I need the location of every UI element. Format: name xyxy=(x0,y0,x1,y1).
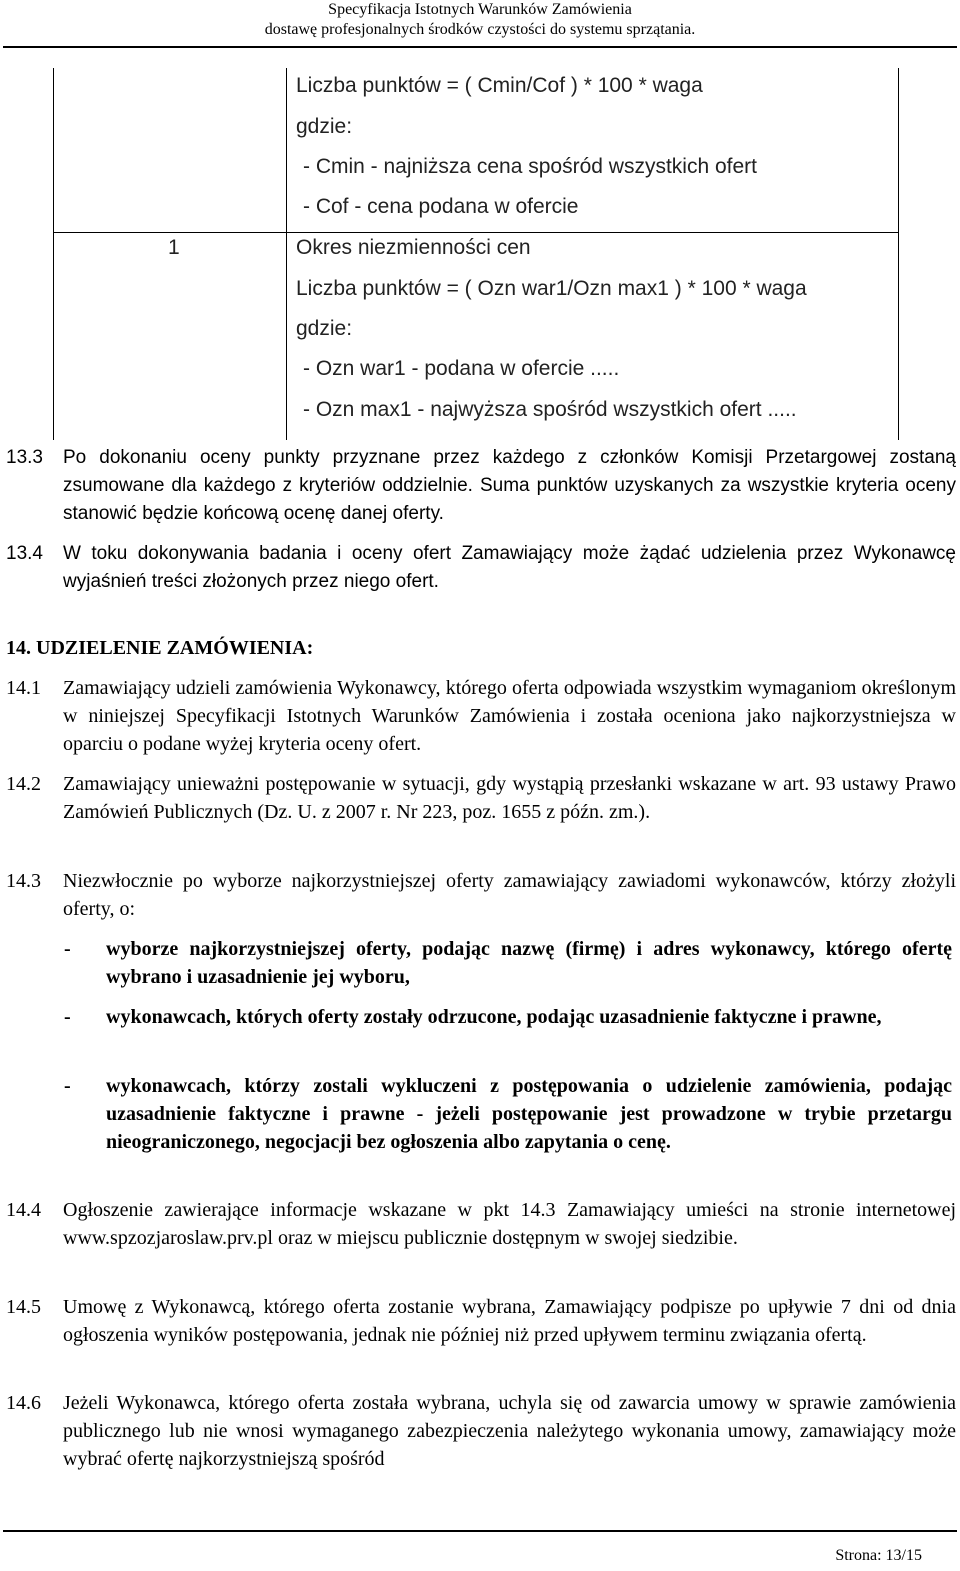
list-item xyxy=(64,1072,952,1156)
bullet-text: wykonawcach, których oferty zostały odrzucone, podając uzasadnienie faktyczne i prawne, xyxy=(106,1006,882,1028)
list-item xyxy=(64,935,952,991)
section-14-1 xyxy=(6,674,956,758)
gdzie-label-2: gdzie: xyxy=(296,317,353,340)
section-number: 14.2 xyxy=(6,773,41,795)
page-header xyxy=(0,0,960,40)
section-text: Jeżeli Wykonawca, którego oferta została wybrana, uchyla się od zawarcia umowy w sprawie zamówienia publicznego lub nie wnosi wymaganego zabezpieczenia należytego wykonania umowy, zamawiający może wybrać ofertę najkorzystniejszą spośród xyxy=(63,1392,956,1470)
bullet-text: wykonawcach, którzy zostali wykluczeni z postępowania o udzielenie zamówienia, podając uzasadnienie faktyczne i prawne - jeżeli postępowanie jest prowadzone w trybie przetargu nieograniczonego, negocjacji bez ogłoszenia albo zapytania o cenę. xyxy=(106,1075,952,1153)
section-number: 14.3 xyxy=(6,870,41,892)
cof-definition: - Cof - cena podana w ofercie xyxy=(303,195,579,218)
section-14-5 xyxy=(6,1293,956,1349)
bullet-text: wyborze najkorzystniejszej oferty, podając nazwę (firmę) i adres wykonawcy, którego ofertę wybrano i uzasadnienie jej wyboru, xyxy=(106,938,952,988)
section-13-4 xyxy=(6,540,956,596)
section-text: Po dokonaniu oceny punkty przyznane przez każdego z członków Komisji Przetargowej zostaną zsumowane dla każdego z kryteriów oddzielnie. Suma punktów uzyskanych za wszystkie kryteria oceny stanowić będzie końcową ocenę danej oferty. xyxy=(63,447,956,524)
table-row-divider xyxy=(54,232,898,233)
cmin-definition: - Cmin - najniższa cena spośród wszystkich ofert xyxy=(303,155,757,178)
bullet-dash: - xyxy=(64,938,71,960)
section-14-6 xyxy=(6,1389,956,1473)
criterion-number: 1 xyxy=(168,236,180,259)
table-column-divider xyxy=(286,68,287,440)
section-text: Umowę z Wykonawcą, którego oferta zostanie wybrana, Zamawiający podpisze po upływie 7 dni od dnia ogłoszenia wyników postępowania, jednak nie później niż przed upływem terminu związania ofertą. xyxy=(63,1296,956,1346)
section-number: 14.4 xyxy=(6,1199,41,1221)
section-14-4 xyxy=(6,1196,956,1252)
header-subtitle: dostawę profesjonalnych środków czystości do systemu sprzątania. xyxy=(264,21,696,38)
header-divider xyxy=(3,46,957,48)
section-number: 13.3 xyxy=(6,447,43,468)
ozn-max1-definition: - Ozn max1 - najwyższa spośród wszystkich ofert ..... xyxy=(303,398,797,421)
section-14-2 xyxy=(6,770,956,826)
list-item xyxy=(64,1003,952,1031)
formula-ozn: Liczba punktów = ( Ozn war1/Ozn max1 ) * 100 * waga xyxy=(296,277,807,300)
section-text: Zamawiający udzieli zamówienia Wykonawcy, którego oferta odpowiada wszystkim wymaganiom określonym w niniejszej Specyfikacji Istotnych Warunków Zamówienia i została oceniona jako najkorzystniejsza w oparciu o podane wyżej kryteria oceny ofert. xyxy=(63,677,956,755)
bullet-dash: - xyxy=(64,1006,71,1028)
section-14-heading: 14. UDZIELENIE ZAMÓWIENIA: xyxy=(6,637,314,659)
footer-divider xyxy=(3,1530,957,1532)
criteria-table xyxy=(53,68,899,440)
section-13-3 xyxy=(6,444,956,528)
section-text: Ogłoszenie zawierające informacje wskazane w pkt 14.3 Zamawiający umieści na stronie internetowej www.spzozjaroslaw.prv.pl oraz w miejscu publicznie dostępnym w swojej siedzibie. xyxy=(63,1199,956,1249)
bullet-dash: - xyxy=(64,1075,71,1097)
section-number: 14.1 xyxy=(6,677,41,699)
ozn-war1-definition: - Ozn war1 - podana w ofercie ..... xyxy=(303,357,620,380)
section-number: 13.4 xyxy=(6,543,43,564)
section-text: Zamawiający unieważni postępowanie w sytuacji, gdy wystąpią przesłanki wskazane w art. 93 ustawy Prawo Zamówień Publicznych (Dz. U. z 2007 r. Nr 223, poz. 1655 z późn. zm.). xyxy=(63,773,956,823)
section-text: W toku dokonywania badania i oceny ofert Zamawiający może żądać udzielenia przez Wykonawcę wyjaśnień treści złożonych przez niego ofert. xyxy=(63,543,956,592)
section-text: Niezwłocznie po wyborze najkorzystniejszej oferty zamawiający zawiadomi wykonawców, którzy złożyli oferty, o: xyxy=(63,870,956,920)
gdzie-label: gdzie: xyxy=(296,115,353,138)
header-title: Specyfikacja Istotnych Warunków Zamówienia xyxy=(328,1,632,18)
formula-cmin: Liczba punktów = ( Cmin/Cof ) * 100 * waga xyxy=(296,74,703,97)
section-number: 14.6 xyxy=(6,1392,41,1414)
page-number: Strona: 13/15 xyxy=(835,1547,922,1564)
criterion-title: Okres niezmienności cen xyxy=(296,236,531,259)
section-14-3 xyxy=(6,867,956,923)
section-number: 14.5 xyxy=(6,1296,41,1318)
